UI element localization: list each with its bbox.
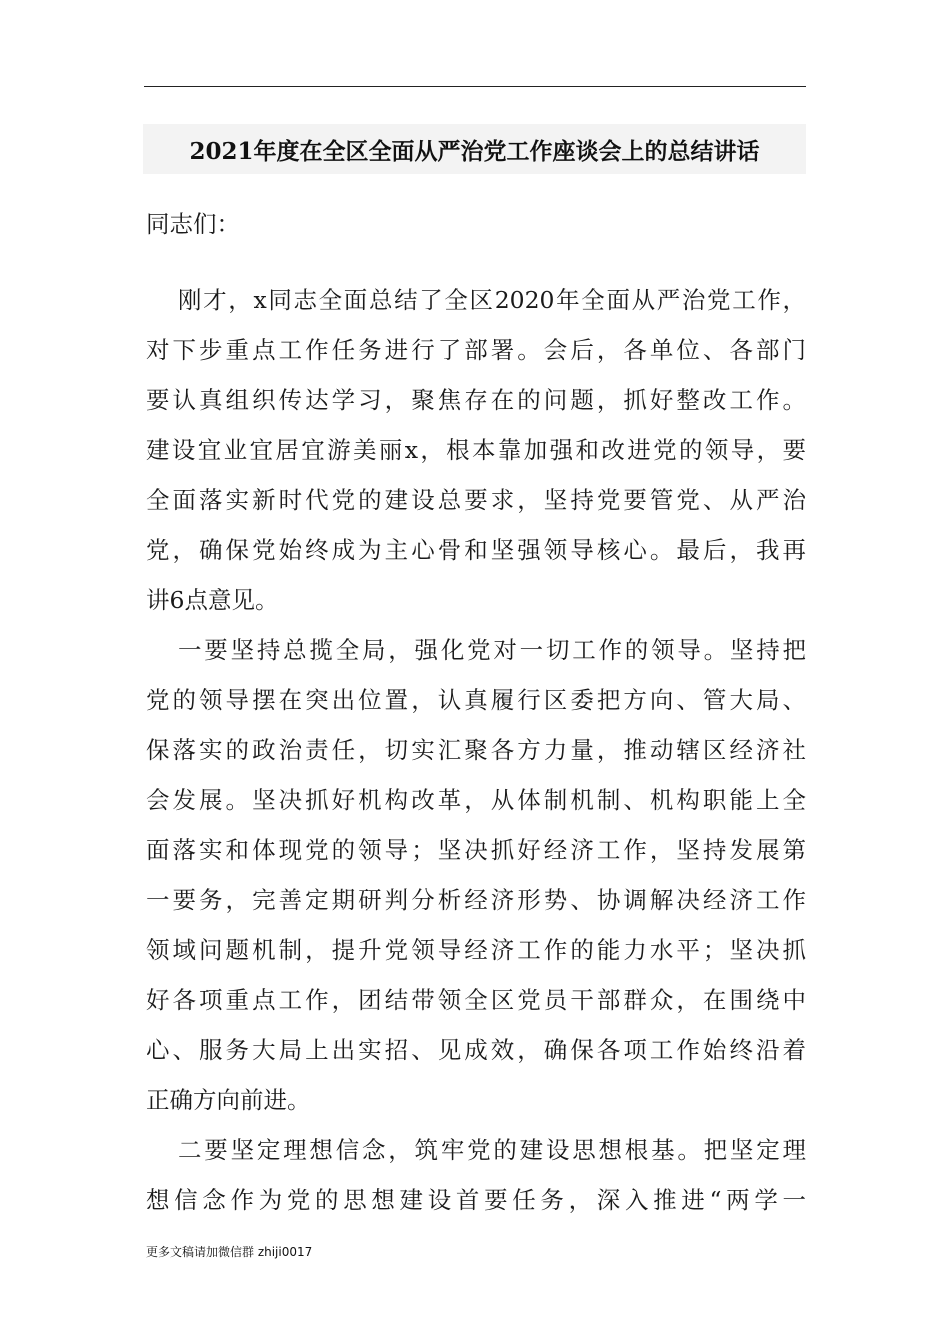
body-line: 领域问题机制，提升党领导经济工作的能力水平；坚决抓 xyxy=(146,936,806,964)
body-line: 党的领导摆在突出位置，认真履行区委把方向、管大局、 xyxy=(146,686,806,714)
body-line: 全面落实新时代党的建设总要求，坚持党要管党、从严治 xyxy=(146,486,806,514)
body-line: 会发展。坚决抓好机构改革，从体制机制、机构职能上全 xyxy=(146,786,806,814)
body-line: 建设宜业宜居宜游美丽x，根本靠加强和改进党的领导，要 xyxy=(146,436,806,464)
body-line: 讲6点意见。 xyxy=(146,586,279,614)
body-line: 面落实和体现党的领导；坚决抓好经济工作，坚持发展第 xyxy=(146,836,806,864)
page-footer: 更多文稿请加微信群 zhiji0017 xyxy=(146,1245,313,1259)
body-line: 一要坚持总揽全局，强化党对一切工作的领导。坚持把 xyxy=(178,636,806,664)
body-line: 二要坚定理想信念，筑牢党的建设思想根基。把坚定理 xyxy=(178,1136,806,1164)
body-line: 刚才，x同志全面总结了全区2020年全面从严治党工作， xyxy=(178,286,806,314)
body-line: 心、服务大局上出实招、见成效，确保各项工作始终沿着 xyxy=(146,1036,806,1064)
header-rule xyxy=(144,86,806,87)
body-line: 一要务，完善定期研判分析经济形势、协调解决经济工作 xyxy=(146,886,806,914)
salutation: 同志们： xyxy=(146,210,240,238)
body-line: 好各项重点工作，团结带领全区党员干部群众，在围绕中 xyxy=(146,986,806,1014)
body-line: 党，确保党始终成为主心骨和坚强领导核心。最后，我再 xyxy=(146,536,806,564)
body-line: 正确方向前进。 xyxy=(146,1086,311,1114)
body-line: 要认真组织传达学习，聚焦存在的问题，抓好整改工作。 xyxy=(146,386,806,414)
body-line: 保落实的政治责任，切实汇聚各方力量，推动辖区经济社 xyxy=(146,736,806,764)
body-line: 对下步重点工作任务进行了部署。会后，各单位、各部门 xyxy=(146,336,806,364)
body-line: 想信念作为党的思想建设首要任务，深入推进“两学一 xyxy=(146,1186,806,1214)
document-title: 2021年度在全区全面从严治党工作座谈会上的总结讲话 xyxy=(189,138,760,165)
